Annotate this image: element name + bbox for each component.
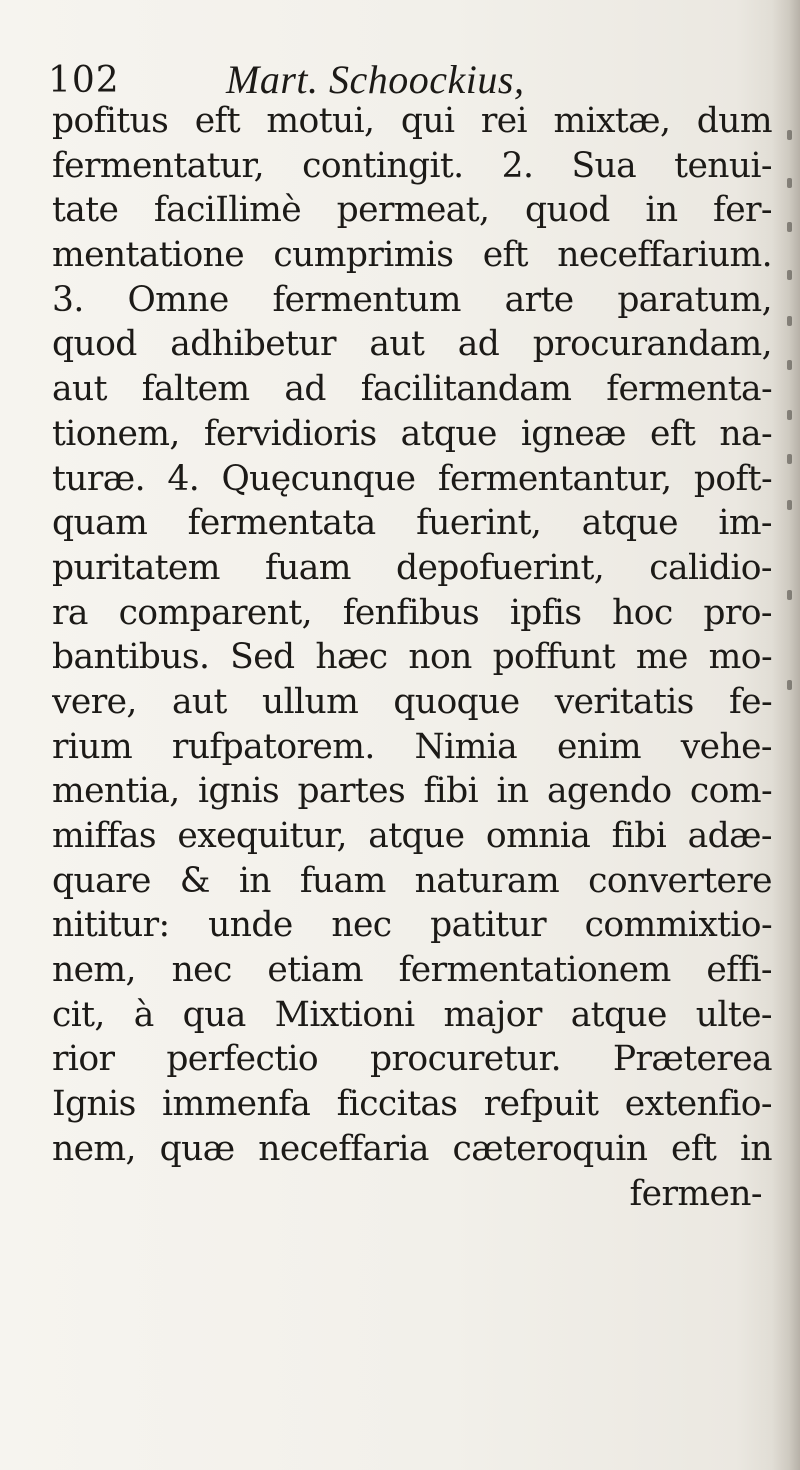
text-line: quod adhibetur aut ad procurandam, [52,324,772,365]
text-line: cit, à qua Mixtioni major atque ulte- [52,994,772,1035]
text-line: puritatem fuam depofuerint, calidio- [52,547,772,588]
text-line: tionem, fervidioris atque igneæ eft na- [52,413,772,454]
text-line: miffas exequitur, atque omnia fibi adæ- [52,816,772,856]
bleed-mark [787,360,792,370]
text-line: nem, quæ neceffaria cæteroquin eft in [52,1128,772,1169]
bleed-mark [787,130,792,140]
text-line: quare & in fuam naturam convertere [52,860,772,901]
text-line: tate faciIlimè permeat, quod in fer- [52,190,772,231]
text-line: fermentatur, contingit. 2. Sua tenui- [52,145,772,186]
text-line: bantibus. Sed hæc non poffunt me mo- [52,637,772,678]
bleed-mark [787,590,792,600]
text-line: mentia, ignis partes fibi in agendo com- [52,771,772,812]
catchword: fermen- [629,1173,762,1214]
running-head [48,36,760,106]
page-number: 102 [48,60,120,101]
text-line: rium rufpatorem. Nimia enim vehe- [52,726,772,767]
text-line: mentatione cumprimis eft neceffarium. [52,235,772,276]
text-line: rior perfectio procuretur. Præterea [52,1039,772,1080]
body-text [52,99,772,1216]
text-line: quam fermentata fuerint, atque im- [52,503,772,544]
bleed-mark [787,270,792,280]
bleed-mark [787,316,792,326]
bleed-mark [787,410,792,420]
text-line: turæ. 4. Quęcunque fermentantur, poft- [52,458,772,499]
text-line: 3. Omne fermentum arte paratum, [52,279,772,320]
margin-bleed-marks [782,120,792,1020]
bleed-mark [787,454,792,464]
running-title: Mart. Schoockius, [226,57,525,102]
bleed-mark [787,680,792,690]
text-line: aut faltem ad facilitandam fermenta- [52,369,772,410]
bleed-mark [787,222,792,232]
text-line: Ignis immenfa ficcitas refpuit extenfio- [52,1084,772,1125]
bleed-mark [787,500,792,510]
bleed-mark [787,178,792,188]
text-line: pofitus eft motui, qui rei mixtæ, dum [52,101,772,141]
text-line: ra comparent, fenfibus ipfis hoc pro- [52,592,772,633]
text-line: nititur: unde nec patitur commixtio- [52,905,772,946]
text-line: nem, nec etiam fermentationem effi- [52,950,772,991]
text-line: vere, aut ullum quoque veritatis fe- [52,681,772,722]
